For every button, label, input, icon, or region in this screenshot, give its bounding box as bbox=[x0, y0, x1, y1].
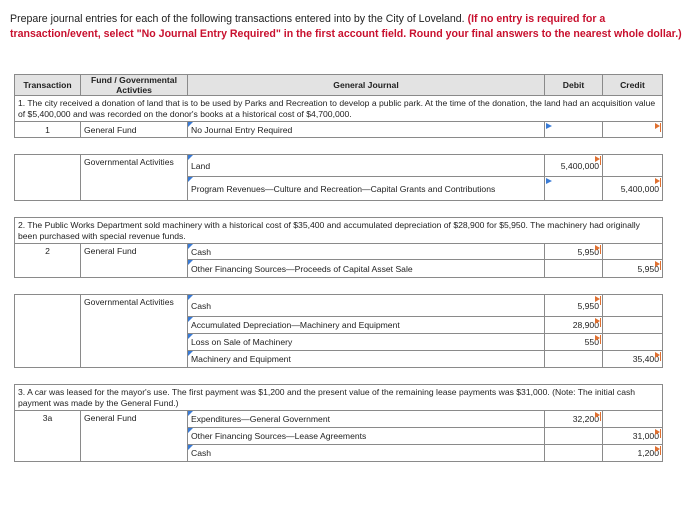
t3-description-row bbox=[15, 385, 663, 411]
t3-id: 3a bbox=[15, 411, 81, 462]
t2-gf-debit-1[interactable] bbox=[545, 244, 603, 260]
t1-gf-account[interactable] bbox=[188, 122, 545, 138]
flag-icon bbox=[655, 446, 660, 452]
t3-credit-3[interactable] bbox=[603, 445, 663, 462]
t1-description: 1. The city received a donation of land that is to be used by Parks and Recreation to develop a public park. At the time of the donation, the land had an acquisition value of $5,400,000 and was recorded on the donor's books at a historical cost of $4,700,000. bbox=[15, 96, 663, 122]
t2-ga-credit-4[interactable] bbox=[603, 351, 663, 368]
header-transaction: Transaction bbox=[15, 75, 81, 96]
header-debit: Debit bbox=[545, 75, 603, 96]
t1-ga-debit-1[interactable] bbox=[545, 155, 603, 177]
spacer-row bbox=[15, 368, 663, 385]
t3-account-1-text: Expenditures—General Government bbox=[191, 414, 331, 424]
t1-gf-account-text: No Journal Entry Required bbox=[191, 124, 293, 135]
header-credit: Credit bbox=[603, 75, 663, 96]
header-row bbox=[15, 75, 663, 96]
t2-gf-account-2[interactable] bbox=[188, 260, 545, 278]
t3-debit-1-value: 32,200 bbox=[572, 414, 599, 424]
header-fund: Fund / Governmental Activties bbox=[81, 75, 188, 96]
t2-ga-account-1[interactable] bbox=[188, 295, 545, 317]
dropdown-marker-icon bbox=[188, 445, 193, 450]
t2-gf-credit-2-value: 5,950 bbox=[637, 263, 659, 274]
t3-fund-gf: General Fund bbox=[81, 411, 188, 462]
table-row bbox=[15, 155, 663, 177]
spacer-row bbox=[15, 278, 663, 295]
flag-icon bbox=[595, 156, 600, 162]
t3-account-2-text: Other Financing Sources—Lease Agreements bbox=[191, 431, 367, 441]
t2-gf-credit-2[interactable] bbox=[603, 260, 663, 278]
flag-icon bbox=[655, 352, 660, 358]
flag-icon bbox=[595, 245, 600, 251]
t1-id: 1 bbox=[15, 122, 81, 138]
t1-fund-ga: Governmental Activities bbox=[81, 155, 188, 201]
t2-ga-account-3-text: Loss on Sale of Machinery bbox=[191, 337, 293, 347]
t2-fund-gf: General Fund bbox=[81, 244, 188, 278]
flag-icon bbox=[655, 261, 660, 267]
t2-gf-account-1-text: Cash bbox=[191, 246, 212, 257]
t2-id: 2 bbox=[15, 244, 81, 278]
dropdown-marker-icon bbox=[188, 295, 193, 300]
spacer-row bbox=[15, 201, 663, 218]
t2-ga-account-2-text: Accumulated Depreciation—Machinery and Equipment bbox=[191, 320, 400, 330]
t1-gf-debit[interactable] bbox=[545, 122, 603, 138]
t2-ga-credit-1[interactable] bbox=[603, 295, 663, 317]
t1-fund-gf: General Fund bbox=[81, 122, 188, 138]
t3-credit-2[interactable] bbox=[603, 428, 663, 445]
t2-ga-account-4[interactable] bbox=[188, 351, 545, 368]
t2-gf-debit-2[interactable] bbox=[545, 260, 603, 278]
t1-ga-credit-2-value: 5,400,000 bbox=[620, 183, 659, 194]
dropdown-marker-icon bbox=[188, 122, 193, 127]
t3-credit-3-value: 1,200 bbox=[637, 448, 659, 458]
t2-ga-debit-3[interactable] bbox=[545, 334, 603, 351]
t2-ga-credit-2[interactable] bbox=[603, 317, 663, 334]
t2-ga-debit-1[interactable] bbox=[545, 295, 603, 317]
instructions-text: Prepare journal entries for each of the following transactions entered into by the City of Loveland. bbox=[10, 13, 465, 25]
flag-icon bbox=[595, 412, 600, 418]
t1-ga-account-2[interactable] bbox=[188, 177, 545, 201]
dropdown-marker-icon bbox=[188, 260, 193, 265]
flag-icon bbox=[595, 318, 600, 324]
t2-ga-account-4-text: Machinery and Equipment bbox=[191, 354, 291, 364]
flag-icon bbox=[655, 429, 660, 435]
t3-debit-1[interactable] bbox=[545, 411, 603, 428]
dropdown-marker-icon bbox=[188, 177, 193, 182]
spacer-row bbox=[15, 138, 663, 155]
t2-gf-account-2-text: Other Financing Sources—Proceeds of Capital Asset Sale bbox=[191, 263, 413, 274]
t2-ga-debit-4[interactable] bbox=[545, 351, 603, 368]
t2-ga-debit-2-value: 28,900 bbox=[572, 320, 599, 330]
t1-description-row bbox=[15, 96, 663, 122]
t2-ga-debit-2[interactable] bbox=[545, 317, 603, 334]
t2-ga-credit-3[interactable] bbox=[603, 334, 663, 351]
t2-gf-account-1[interactable] bbox=[188, 244, 545, 260]
dropdown-marker-icon bbox=[188, 334, 193, 339]
t2-ga-account-1-text: Cash bbox=[191, 300, 212, 311]
t1-ga-account-1[interactable] bbox=[188, 155, 545, 177]
dropdown-marker-icon bbox=[188, 317, 193, 322]
t3-account-3-text: Cash bbox=[191, 448, 212, 458]
flag-icon bbox=[655, 178, 660, 184]
dropdown-marker-icon bbox=[188, 155, 193, 160]
t2-ga-account-2[interactable] bbox=[188, 317, 545, 334]
t3-description: 3. A car was leased for the mayor's use. The first payment was $1,200 and the present value of the remaining lease payments was $31,000. (Note: The initial cash payment was made by the General Fund.) bbox=[15, 385, 663, 411]
t1-ga-credit-1[interactable] bbox=[603, 155, 663, 177]
t1-gf-credit[interactable] bbox=[603, 122, 663, 138]
table-row bbox=[15, 411, 663, 428]
t2-ga-debit-1-value: 5,950 bbox=[577, 300, 599, 311]
journal-table bbox=[14, 74, 663, 462]
t2-description: 2. The Public Works Department sold machinery with a historical cost of $35,400 and accumulated depreciation of $28,900 for $5,950. The machinery had originally been purchased with special revenue funds. bbox=[15, 218, 663, 244]
t2-ga-account-3[interactable] bbox=[188, 334, 545, 351]
dropdown-marker-icon bbox=[188, 351, 193, 356]
flag-icon bbox=[595, 335, 600, 341]
t2-ga-credit-4-value: 35,400 bbox=[632, 354, 659, 364]
t3-account-3[interactable] bbox=[188, 445, 545, 462]
t3-credit-2-value: 31,000 bbox=[632, 431, 659, 441]
t3-debit-3[interactable] bbox=[545, 445, 603, 462]
t1-ga-account-1-text: Land bbox=[191, 160, 211, 171]
table-row bbox=[15, 295, 663, 317]
t3-debit-2[interactable] bbox=[545, 428, 603, 445]
t2-ga-debit-3-value: 550 bbox=[584, 337, 599, 347]
t3-credit-1[interactable] bbox=[603, 411, 663, 428]
table-row bbox=[15, 122, 663, 138]
header-journal: General Journal bbox=[188, 75, 545, 96]
dropdown-marker-icon bbox=[188, 411, 193, 416]
t2-fund-ga: Governmental Activities bbox=[81, 295, 188, 368]
dropdown-marker-icon bbox=[188, 244, 193, 249]
instructions-emphasis: (If no entry is required for a transaction/event, select "No Journal Entry Required" in the first account field. Round your final answers to the nearest whole dollar.) bbox=[10, 13, 682, 40]
t1-ga-debit-2[interactable] bbox=[545, 177, 603, 201]
t3-account-2[interactable] bbox=[188, 428, 545, 445]
t3-account-1[interactable] bbox=[188, 411, 545, 428]
instructions bbox=[10, 12, 686, 42]
flag-icon bbox=[655, 123, 660, 129]
flag-icon bbox=[595, 296, 600, 302]
input-marker-icon bbox=[546, 123, 552, 129]
t1-ga-account-2-text: Program Revenues—Culture and Recreation—Capital Grants and Contributions bbox=[191, 183, 496, 194]
t2-gf-credit-1[interactable] bbox=[603, 244, 663, 260]
dropdown-marker-icon bbox=[188, 428, 193, 433]
input-marker-icon bbox=[546, 178, 552, 184]
t2-description-row bbox=[15, 218, 663, 244]
t2-gf-debit-1-value: 5,950 bbox=[577, 246, 599, 257]
table-row bbox=[15, 244, 663, 260]
t1-ga-credit-2[interactable] bbox=[603, 177, 663, 201]
t1-ga-debit-1-value: 5,400,000 bbox=[560, 160, 599, 171]
